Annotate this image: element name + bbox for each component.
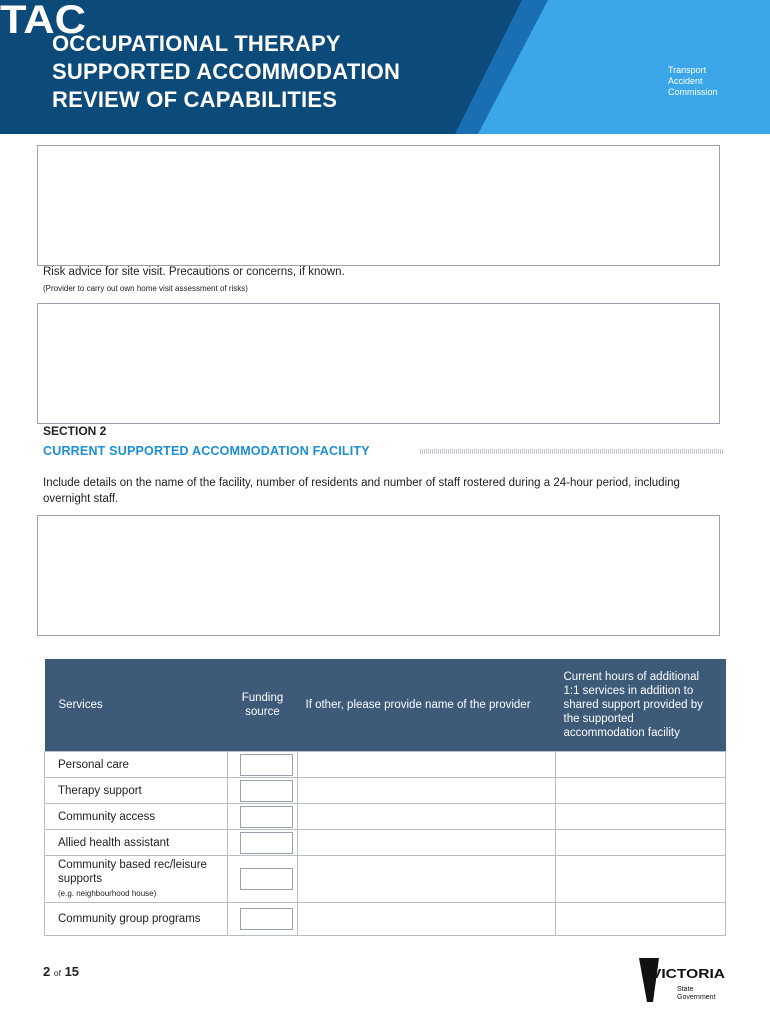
table-row — [45, 903, 726, 936]
title-line: OCCUPATIONAL THERAPY — [52, 31, 341, 56]
hours-cell[interactable] — [556, 804, 726, 830]
page-current: 2 — [43, 964, 51, 979]
funding-source-dropdown[interactable] — [240, 868, 293, 890]
section-number: SECTION 2 — [43, 424, 107, 438]
funding-source-dropdown[interactable] — [240, 908, 293, 930]
service-note: (e.g. neighbourhood house) — [58, 888, 157, 898]
section-title: CURRENT SUPPORTED ACCOMMODATION FACILITY — [43, 444, 370, 458]
funding-cell — [228, 778, 298, 804]
tac-sub-line: Transport — [668, 65, 707, 75]
table-row — [45, 752, 726, 778]
tac-sub-line: Accident — [668, 76, 703, 86]
victoria-sub-line: State — [677, 986, 694, 993]
funding-source-dropdown[interactable] — [240, 780, 293, 802]
funding-cell — [228, 830, 298, 856]
service-name: Community based rec/leisure supports — [58, 858, 207, 885]
header-current-hours: Current hours of additional 1:1 services in addition to shared support provided by the supported accommodation facility — [556, 659, 726, 752]
other-provider-cell[interactable] — [298, 804, 556, 830]
risk-textbox[interactable] — [37, 303, 720, 424]
funding-source-dropdown[interactable] — [240, 806, 293, 828]
title-line: REVIEW OF CAPABILITIES — [52, 87, 338, 112]
hours-cell[interactable] — [556, 752, 726, 778]
facility-instructions: Include details on the name of the facility, number of residents and number of staff rostered during a 24-hour period, including overnight staff. — [43, 477, 680, 505]
other-provider-cell[interactable] — [298, 778, 556, 804]
service-name: Personal care — [45, 752, 228, 778]
other-provider-cell[interactable] — [298, 752, 556, 778]
hours-cell[interactable] — [556, 856, 726, 903]
other-provider-cell[interactable] — [298, 830, 556, 856]
tac-logo-text: TAC — [0, 0, 86, 36]
funding-cell — [228, 804, 298, 830]
service-name: Community group programs — [45, 903, 228, 936]
funding-source-dropdown[interactable] — [240, 832, 293, 854]
table-row — [45, 804, 726, 830]
hours-cell[interactable] — [556, 830, 726, 856]
funding-cell — [228, 903, 298, 936]
risk-note: (Provider to carry out own home visit assessment of risks) — [43, 284, 248, 293]
page-of: of — [53, 968, 61, 978]
page-header — [0, 0, 770, 134]
header-funding-source: Funding source — [228, 659, 298, 752]
facility-details-textbox[interactable] — [37, 515, 720, 636]
funding-cell — [228, 856, 298, 903]
other-provider-cell[interactable] — [298, 903, 556, 936]
section-divider — [420, 449, 724, 454]
previous-section-textbox[interactable] — [37, 145, 720, 266]
tac-logo-subtitle — [668, 65, 718, 98]
tac-logo — [0, 0, 90, 36]
risk-label: Risk advice for site visit. Precautions or concerns, if known. — [43, 266, 345, 278]
hours-cell[interactable] — [556, 778, 726, 804]
other-provider-cell[interactable] — [298, 856, 556, 903]
hours-cell[interactable] — [556, 903, 726, 936]
service-name-cell — [45, 856, 228, 903]
funding-cell — [228, 752, 298, 778]
victoria-government-logo — [637, 956, 729, 1004]
victoria-sub-line: Government — [677, 994, 716, 1001]
service-name: Allied health assistant — [45, 830, 228, 856]
funding-source-dropdown[interactable] — [240, 754, 293, 776]
title-line: SUPPORTED ACCOMMODATION — [52, 59, 401, 84]
service-name: Community access — [45, 804, 228, 830]
table-header-row — [45, 659, 726, 752]
service-name: Therapy support — [45, 778, 228, 804]
table-row — [45, 830, 726, 856]
header-other-provider: If other, please provide name of the provider — [298, 659, 556, 752]
tac-sub-line: Commission — [668, 87, 718, 97]
table-row — [45, 778, 726, 804]
table-row — [45, 856, 726, 903]
page-title — [52, 30, 400, 114]
victoria-logo-text: VICTORIA — [651, 966, 726, 981]
services-table — [44, 659, 726, 936]
page-total: 15 — [64, 964, 80, 979]
page-number — [43, 964, 79, 979]
header-services: Services — [45, 659, 228, 752]
